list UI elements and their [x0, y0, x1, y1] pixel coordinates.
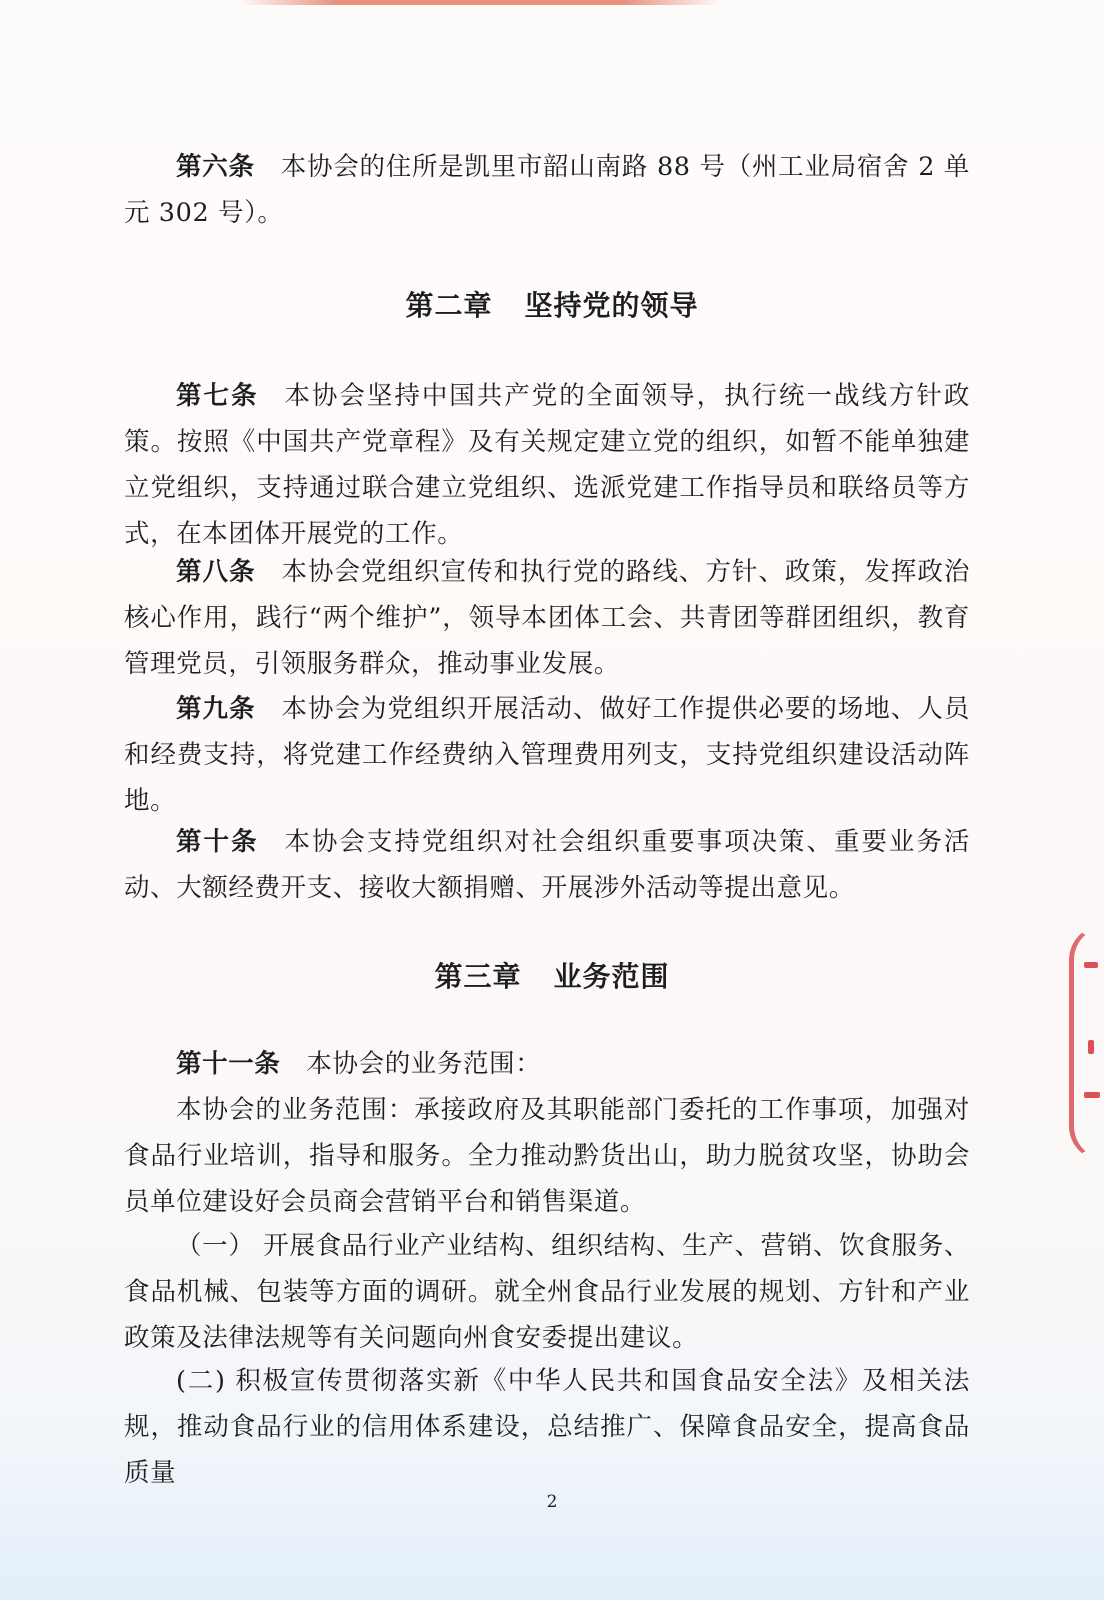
article-9-label: 第九条 [176, 694, 256, 724]
article-8-label: 第八条 [176, 557, 256, 587]
article-6-text: 本协会的住所是凯里市韶山南路 88 号（州工业局宿舍 2 单元 302 号）。 [124, 152, 970, 228]
article-7-label: 第七条 [176, 381, 259, 411]
article-10-text: 本协会支持党组织对社会组织重要事项决策、重要业务活动、大额经费开支、接收大额捐赠、开展涉外活动等提出意见。 [124, 827, 970, 903]
business-scope-intro: 本协会的业务范围：承接政府及其职能部门委托的工作事项，加强对食品行业培训，指导和服务。全力推动黔货出山，助力脱贫攻坚，协助会员单位建设好会员商会营销平台和销售渠道。 [124, 1095, 970, 1217]
article-11 [124, 1041, 970, 1087]
article-10-label: 第十条 [176, 827, 259, 857]
article-11-label: 第十一条 [176, 1049, 281, 1079]
article-6 [124, 144, 970, 236]
article-9-text: 本协会为党组织开展活动、做好工作提供必要的场地、人员和经费支持，将党建工作经费纳入管理费用列支，支持党组织建设活动阵地。 [124, 694, 970, 816]
business-scope-item-2: (二) 积极宣传贯彻落实新《中华人民共和国食品安全法》及相关法规，推动食品行业的信用体系建设，总结推广、保障食品安全，提高食品质量 [124, 1366, 970, 1488]
business-scope-item-1: （一） 开展食品行业产业结构、组织结构、生产、营销、饮食服务、食品机械、包装等方面的调研。就全州食品行业发展的规划、方针和产业政策及法律法规等有关问题向州食安委提出建议。 [124, 1231, 970, 1353]
article-8 [124, 549, 970, 687]
article-8-text: 本协会党组织宣传和执行党的路线、方针、政策，发挥政治核心作用，践行“两个维护”，领导本团体工会、共青团等群团组织，教育管理党员，引领服务群众，推动事业发展。 [124, 557, 970, 679]
page-number: 2 [546, 1492, 558, 1512]
article-7-text: 本协会坚持中国共产党的全面领导，执行统一战线方针政策。按照《中国共产党章程》及有关规定建立党的组织，如暂不能单独建立党组织，支持通过联合建立党组织、选派党建工作指导员和联络员等方式，在本团体开展党的工作。 [124, 381, 970, 549]
article-6-label: 第六条 [176, 152, 255, 182]
article-10 [124, 819, 970, 911]
article-9 [124, 686, 970, 824]
chapter-2-number: 第二章 [405, 289, 493, 322]
article-11-text: 本协会的业务范围： [306, 1049, 542, 1079]
chapter-2-heading [0, 284, 1104, 324]
chapter-3-number: 第三章 [434, 960, 522, 993]
article-7 [124, 373, 970, 557]
chapter-3-title: 业务范围 [553, 960, 670, 993]
chapter-3-heading [0, 955, 1104, 995]
chapter-2-title: 坚持党的领导 [524, 289, 699, 322]
